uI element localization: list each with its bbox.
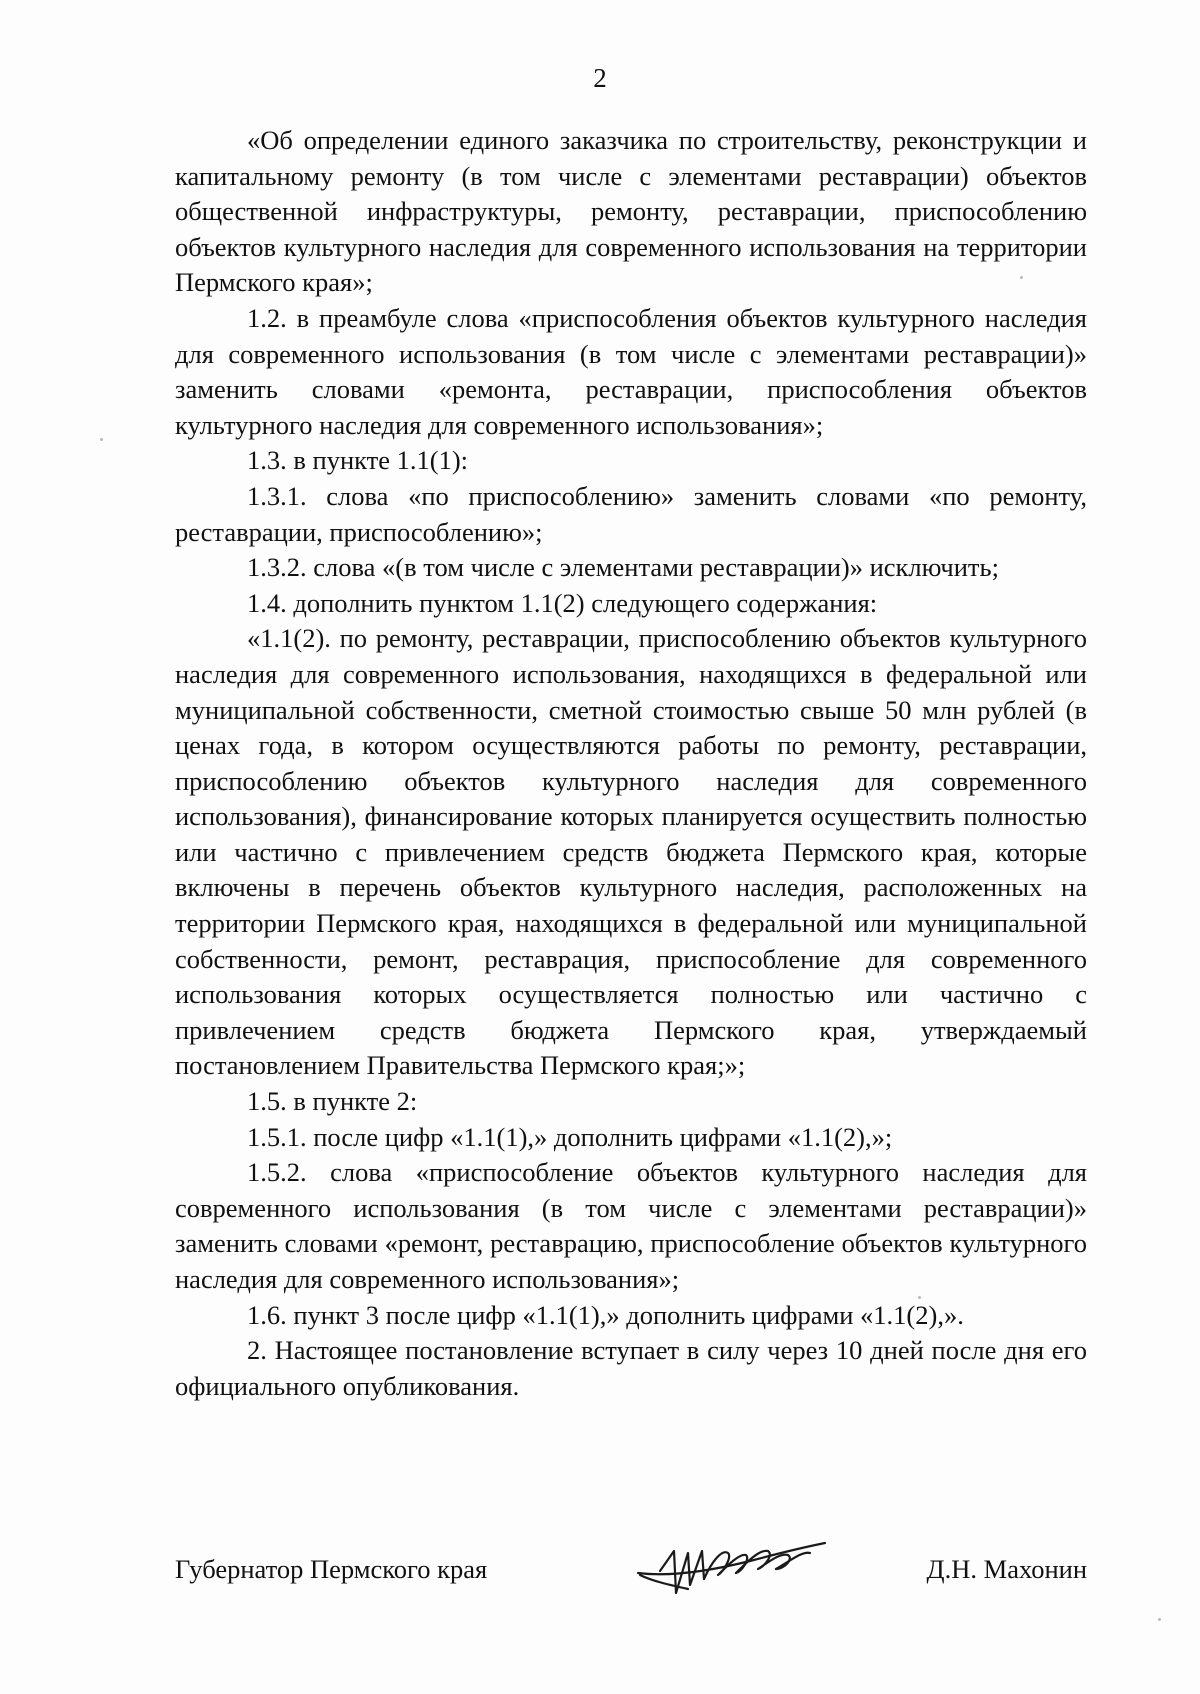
paragraph-1-2: 1.2. в преамбуле слова «приспособления объектов культурного наследия для современного использования (в том числе с элементами реставрации)» заменить словами «ремонта, реставрации, приспособления объектов культурного наследия для современного использования»; [175, 302, 1087, 440]
paragraph-1-3-2: 1.3.2. слова «(в том числе с элементами реставрации)» исключить; [247, 552, 999, 583]
page-number: 2 [593, 63, 607, 93]
paragraph-1-6: 1.6. пункт 3 после цифр «1.1(1),» дополнить цифрами «1.1(2),». [247, 1299, 964, 1330]
paragraph-2: 2. Настоящее постановление вступает в силу через 10 дней после дня его официального опубликования. [175, 1335, 1087, 1401]
scan-speck [1020, 276, 1023, 279]
scan-speck [918, 1296, 921, 1299]
paragraph-1-4: 1.4. дополнить пунктом 1.1(2) следующего содержания: [247, 587, 878, 618]
document-body [175, 123, 1087, 1404]
paragraph-1-5: 1.5. в пункте 2: [247, 1086, 418, 1117]
paragraph-1-1-2-text: «1.1(2). по ремонту, реставрации, приспособлению объектов культурного наследия для современного использования, находящихся в федеральной или муниципальной собственности, сметной стоимостью свыше 50 млн рублей (в ценах года, в котором осуществляются работы по ремонту, реставрации, приспособлению объектов культурного наследия для современного использования), финансирование которых планируется осуществить полностью или частично с привлечением средств бюджета Пермского края, которые включены в перечень объектов культурного наследия, расположенных на территории Пермского края, находящихся в федеральной или муниципальной собственности, ремонт, реставрация, приспособление для современного использования которых осуществляется полностью или частично с привлечением средств бюджета Пермского края, утверждаемый постановлением Правительства Пермского края;»; [175, 623, 1087, 1081]
paragraph-decree-title: «Об определении единого заказчика по строительству, реконструкции и капитальному ремонту (в том числе с элементами реставрации) объектов общественной инфраструктуры, ремонту, реставрации, приспособлению объектов культурного наследия для современного использования на территории Пермского края»; [175, 125, 1087, 298]
paragraph-1-5-2: 1.5.2. слова «приспособление объектов культурного наследия для современного использования (в том числе с элементами реставрации)» заменить словами «ремонт, реставрацию, приспособление объектов культурного наследия для современного использования»; [175, 1157, 1087, 1294]
signatory-title: Губернатор Пермского края [175, 1554, 488, 1584]
handwritten-signature-icon [630, 1531, 830, 1601]
signature-block [175, 1543, 1087, 1593]
paragraph-1-3-1: 1.3.1. слова «по приспособлению» заменить словами «по ремонту, реставрации, приспособлению»; [175, 480, 1087, 547]
scan-speck [1158, 1618, 1161, 1621]
scan-speck [100, 438, 103, 441]
paragraph-1-3: 1.3. в пункте 1.1(1): [247, 445, 469, 476]
paragraph-1-5-1: 1.5.1. после цифр «1.1(1),» дополнить цифрами «1.1(2),»; [247, 1121, 893, 1152]
signatory-name: Д.Н. Махонин [926, 1554, 1087, 1584]
